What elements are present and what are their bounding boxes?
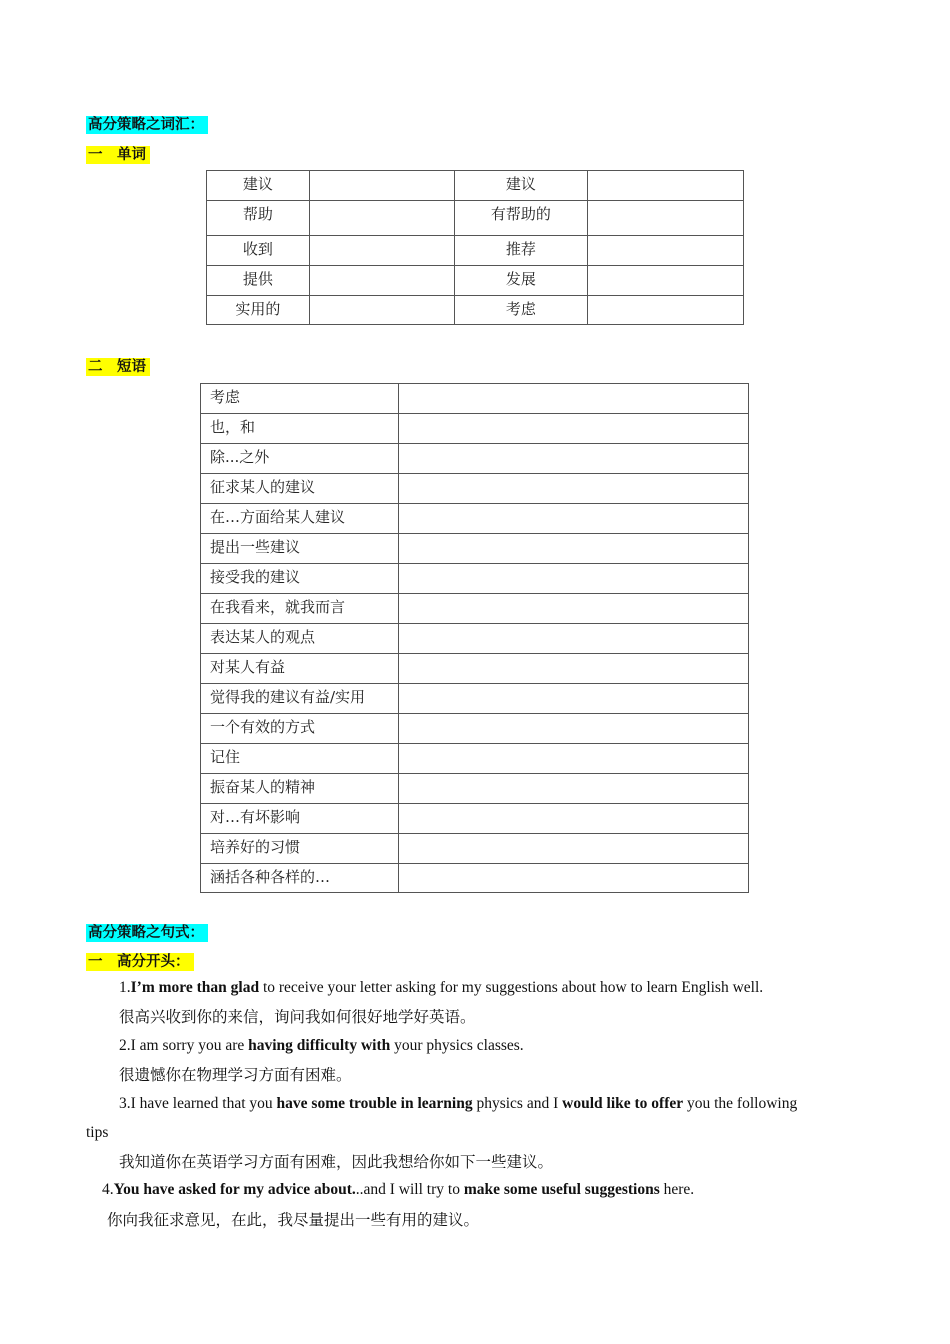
table-row [201, 654, 749, 684]
vocab-section-heading: 高分策略之词汇： [86, 114, 208, 134]
table-row [201, 474, 749, 504]
table-row [201, 504, 749, 534]
phrases-table [200, 383, 749, 893]
sentence-1-translation: 很高兴收到你的来信，询问我如何很好地学好英语。 [119, 1008, 476, 1026]
word-cell: 发展 [454, 266, 588, 296]
phrase-cell: 涵括各种各样的… [201, 864, 399, 893]
answer-cell[interactable] [309, 171, 454, 201]
sentence-2: 2.I am sorry you are having difficulty with your physics classes. [119, 1037, 524, 1054]
word-cell: 有帮助的 [454, 201, 588, 236]
answer-cell[interactable] [398, 384, 748, 414]
phrase-cell: 考虑 [201, 384, 399, 414]
answer-cell[interactable] [309, 236, 454, 266]
table-row [201, 864, 749, 893]
table-row [201, 534, 749, 564]
answer-cell[interactable] [398, 444, 748, 474]
table-row [201, 774, 749, 804]
answer-cell[interactable] [309, 201, 454, 236]
phrase-cell: 培养好的习惯 [201, 834, 399, 864]
table-row [201, 744, 749, 774]
words-table [206, 170, 744, 325]
answer-cell[interactable] [398, 474, 748, 504]
openings-heading: 一 高分开头： [86, 951, 194, 971]
table-row [201, 834, 749, 864]
table-row [201, 804, 749, 834]
table-row [201, 714, 749, 744]
answer-cell[interactable] [398, 804, 748, 834]
answer-cell[interactable] [588, 171, 744, 201]
table-row [207, 236, 744, 266]
answer-cell[interactable] [588, 266, 744, 296]
table-row [201, 384, 749, 414]
answer-cell[interactable] [398, 504, 748, 534]
answer-cell[interactable] [398, 774, 748, 804]
phrase-cell: 也，和 [201, 414, 399, 444]
phrase-cell: 对某人有益 [201, 654, 399, 684]
phrase-cell: 觉得我的建议有益/实用 [201, 684, 399, 714]
word-cell: 考虑 [454, 296, 588, 325]
table-row [207, 171, 744, 201]
word-cell: 推荐 [454, 236, 588, 266]
phrase-cell: 接受我的建议 [201, 564, 399, 594]
answer-cell[interactable] [398, 594, 748, 624]
answer-cell[interactable] [398, 654, 748, 684]
sentence-3-translation: 我知道你在英语学习方面有困难，因此我想给你如下一些建议。 [119, 1153, 554, 1171]
answer-cell[interactable] [398, 564, 748, 594]
phrase-cell: 在…方面给某人建议 [201, 504, 399, 534]
sentence-2-translation: 很遗憾你在物理学习方面有困难。 [119, 1066, 352, 1084]
sentence-4: 4.You have asked for my advice about...and I will try to make some useful suggestions here. [102, 1181, 695, 1198]
answer-cell[interactable] [398, 864, 748, 893]
word-cell: 实用的 [207, 296, 310, 325]
phrase-cell: 表达某人的观点 [201, 624, 399, 654]
table-row [201, 564, 749, 594]
word-cell: 建议 [207, 171, 310, 201]
answer-cell[interactable] [398, 834, 748, 864]
word-cell: 帮助 [207, 201, 310, 236]
answer-cell[interactable] [309, 296, 454, 325]
table-row [201, 594, 749, 624]
answer-cell[interactable] [588, 296, 744, 325]
answer-cell[interactable] [588, 236, 744, 266]
phrases-heading: 二 短语 [86, 356, 150, 376]
answer-cell[interactable] [309, 266, 454, 296]
table-row [207, 296, 744, 325]
table-row [201, 414, 749, 444]
phrase-cell: 一个有效的方式 [201, 714, 399, 744]
phrase-cell: 除...之外 [201, 444, 399, 474]
sentence-3-wrap: tips [86, 1124, 109, 1141]
table-row [201, 444, 749, 474]
sentence-4-translation: 你向我征求意见，在此，我尽量提出一些有用的建议。 [107, 1211, 480, 1229]
sentence-section-heading: 高分策略之句式： [86, 922, 208, 942]
phrase-cell: 在我看来，就我而言 [201, 594, 399, 624]
table-row [207, 266, 744, 296]
word-cell: 提供 [207, 266, 310, 296]
table-row [201, 684, 749, 714]
answer-cell[interactable] [398, 534, 748, 564]
phrase-cell: 记住 [201, 744, 399, 774]
word-cell: 建议 [454, 171, 588, 201]
answer-cell[interactable] [588, 201, 744, 236]
answer-cell[interactable] [398, 414, 748, 444]
phrase-cell: 提出一些建议 [201, 534, 399, 564]
sentence-3: 3.I have learned that you have some trouble in learning physics and I would like to offer you the following [119, 1095, 798, 1112]
answer-cell[interactable] [398, 624, 748, 654]
phrase-cell: 征求某人的建议 [201, 474, 399, 504]
phrase-cell: 振奋某人的精神 [201, 774, 399, 804]
phrase-cell: 对…有坏影响 [201, 804, 399, 834]
words-heading: 一 单词 [86, 144, 150, 164]
table-row [207, 201, 744, 236]
answer-cell[interactable] [398, 714, 748, 744]
answer-cell[interactable] [398, 744, 748, 774]
table-row [201, 624, 749, 654]
sentence-1: 1.I’m more than glad to receive your letter asking for my suggestions about how to learn English well. [119, 979, 764, 996]
word-cell: 收到 [207, 236, 310, 266]
answer-cell[interactable] [398, 684, 748, 714]
